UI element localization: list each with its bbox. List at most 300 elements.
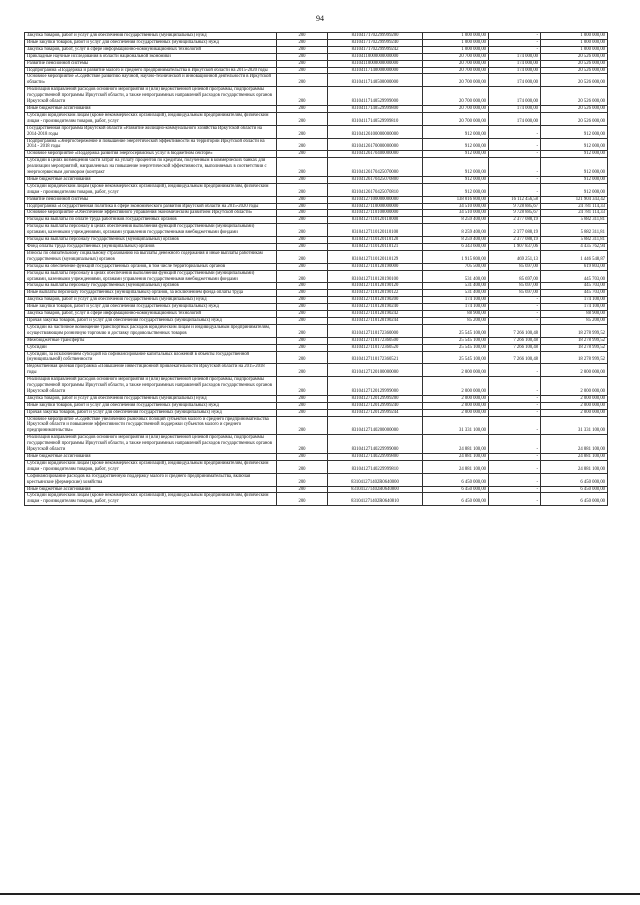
row-classification-cell: 83104127120129999240 [328, 402, 423, 409]
row-executed-amount-cell: - [489, 46, 541, 53]
row-executed-amount-cell: - [489, 454, 541, 461]
row-code-cell: 200 [277, 486, 328, 493]
row-name-cell: Расходы на выплаты персоналу государственных (муниципальных) органов [25, 237, 277, 244]
row-code-cell: 200 [277, 290, 328, 297]
row-classification-cell: 83104127120129999244 [328, 409, 423, 416]
row-executed-amount-cell: - [489, 297, 541, 304]
row-classification-cell: 83104127120129999200 [328, 395, 423, 402]
row-name-cell: Иные бюджетные ассигнования [25, 176, 277, 183]
row-classification-cell: 83104127110120190242 [328, 311, 423, 318]
row-approved-amount-cell: 6 450 000,00 [423, 486, 489, 493]
table-row [25, 33, 608, 40]
table-row [25, 244, 608, 251]
row-code-cell: 200 [277, 395, 328, 402]
table-row [25, 311, 608, 318]
row-name-cell: Фонд оплаты труда государственных (муниципальных) органов [25, 244, 277, 251]
row-executed-amount-cell: 85 697,00 [489, 270, 541, 283]
row-name-cell: Основное мероприятие «Поддержка развития энергосервисных услуг в бюджетном секторе» [25, 151, 277, 158]
row-classification-cell: 83104126170425070810 [328, 183, 423, 196]
row-approved-amount-cell: 174 100,00 [423, 304, 489, 311]
row-code-cell: 200 [277, 158, 328, 177]
row-approved-amount-cell: 138 016 800,00 [423, 196, 489, 203]
row-classification-cell: 83104171702299999242 [328, 46, 423, 53]
row-classification-cell: 83104127110120110000 [328, 217, 423, 224]
row-remaining-amount-cell: 174 100,00 [541, 297, 608, 304]
table-row [25, 416, 608, 435]
budget-table [24, 32, 608, 506]
row-classification-cell: 83104127100000000000 [328, 196, 423, 203]
row-approved-amount-cell: 31 331 100,00 [423, 416, 489, 435]
row-code-cell: 200 [277, 183, 328, 196]
row-classification-cell: 83104110000000000000 [328, 53, 423, 60]
row-executed-amount-cell: - [489, 317, 541, 324]
row-executed-amount-cell: 2 377 088,19 [489, 217, 541, 224]
row-name-cell: Основное мероприятие «Содействие развитию научной, научно-технической и инновационной деятельности в Иркутской области» [25, 74, 277, 87]
table-row [25, 158, 608, 177]
row-approved-amount-cell: 8 259 400,00 [423, 217, 489, 224]
row-remaining-amount-cell: 20 526 000,00 [541, 87, 608, 106]
row-approved-amount-cell: 1 000 000,00 [423, 39, 489, 46]
row-executed-amount-cell: - [489, 125, 541, 138]
table-row [25, 460, 608, 473]
row-classification-cell: 83104117140500000000 [328, 74, 423, 87]
table-row [25, 344, 608, 351]
row-remaining-amount-cell: 912 000,00 [541, 183, 608, 196]
row-executed-amount-cell: 9 728 885,67 [489, 210, 541, 217]
row-name-cell: Прочая закупка товаров, работ и услуг для обеспечения государственных (муниципальных) нужд [25, 317, 277, 324]
row-approved-amount-cell: 24 881 100,00 [423, 435, 489, 454]
row-code-cell: 200 [277, 493, 328, 506]
row-name-cell: Субсидии в целях возмещения части затрат на уплату процентов по кредитам, полученным в коммерческих банках для реализации мероприятий, направленных на повышение энергетической эффективности, выполняемых в соответствии с энергосервисным договором (контракт [25, 158, 277, 177]
row-remaining-amount-cell: 24 881 100,00 [541, 454, 608, 461]
row-classification-cell: 83104127110000000000 [328, 203, 423, 210]
row-code-cell: 200 [277, 409, 328, 416]
row-approved-amount-cell: 2 000 000,00 [423, 409, 489, 416]
row-code-cell: 200 [277, 210, 328, 217]
table-row [25, 138, 608, 151]
row-code-cell: 200 [277, 263, 328, 270]
row-executed-amount-cell: - [489, 39, 541, 46]
row-executed-amount-cell: 7 266 100,48 [489, 337, 541, 344]
row-approved-amount-cell: 912 000,00 [423, 176, 489, 183]
row-approved-amount-cell: 912 000,00 [423, 151, 489, 158]
row-classification-cell: 83104127110120110129 [328, 250, 423, 263]
row-classification-cell: 83104117140529999000 [328, 87, 423, 106]
row-approved-amount-cell: 20 700 000,00 [423, 74, 489, 87]
row-approved-amount-cell: 6 450 000,00 [423, 473, 489, 486]
row-code-cell: 200 [277, 270, 328, 283]
row-code-cell: 200 [277, 151, 328, 158]
row-approved-amount-cell: 2 000 000,00 [423, 377, 489, 396]
row-name-cell: Основное мероприятие «Обеспечение эффективного управления экономическим развитием Иркутской области» [25, 210, 277, 217]
table-row [25, 324, 608, 337]
row-classification-cell: 83104127140200000000 [328, 416, 423, 435]
row-classification-cell: 831041271402R0640800 [328, 486, 423, 493]
row-executed-amount-cell: - [489, 377, 541, 396]
row-approved-amount-cell: 912 000,00 [423, 125, 489, 138]
table-row [25, 454, 608, 461]
row-classification-cell: 83104127120100000000 [328, 364, 423, 377]
row-code-cell: 200 [277, 311, 328, 318]
row-approved-amount-cell: 174 100,00 [423, 297, 489, 304]
row-remaining-amount-cell: 912 000,00 [541, 125, 608, 138]
table-row [25, 203, 608, 210]
row-approved-amount-cell: 912 000,00 [423, 138, 489, 151]
row-remaining-amount-cell: 18 278 999,52 [541, 324, 608, 337]
row-remaining-amount-cell: 24 881 100,00 [541, 435, 608, 454]
row-executed-amount-cell: - [489, 304, 541, 311]
table-body [25, 33, 608, 506]
row-name-cell: Субсидии юридическим лицам (кроме некоммерческих организаций), индивидуальным предпринимателям, физическим лицам - производителям товаров, работ, услуг [25, 493, 277, 506]
row-classification-cell: 83104127110120190000 [328, 263, 423, 270]
table-row [25, 46, 608, 53]
row-remaining-amount-cell: 5 882 311,81 [541, 237, 608, 244]
row-approved-amount-cell: 531 400,00 [423, 270, 489, 283]
row-code-cell: 200 [277, 435, 328, 454]
row-code-cell: 200 [277, 196, 328, 203]
row-classification-cell: 83104117140000000000 [328, 67, 423, 74]
row-executed-amount-cell: - [489, 138, 541, 151]
row-name-cell: Субсидии на частичное возмещение транспортных расходов юридическим лицам и индивидуальным предпринимателям, осуществляющим розничную торговлю и доставку продовольственных товаров [25, 324, 277, 337]
row-code-cell: 200 [277, 283, 328, 290]
row-name-cell: Государственная программа Иркутской области «Развитие жилищно-коммунального хозяйства Иркутской области на 2014-2018 годы [25, 125, 277, 138]
row-remaining-amount-cell: 5 882 311,81 [541, 217, 608, 224]
row-executed-amount-cell: 174 000,00 [489, 60, 541, 67]
row-classification-cell: 83104127110120110100 [328, 224, 423, 237]
table-row [25, 263, 608, 270]
row-executed-amount-cell: - [489, 311, 541, 318]
row-code-cell: 200 [277, 60, 328, 67]
row-approved-amount-cell: 20 700 000,00 [423, 53, 489, 60]
row-remaining-amount-cell: 619 803,00 [541, 263, 608, 270]
row-executed-amount-cell: - [489, 473, 541, 486]
row-name-cell: Софинансирование расходов на государственную поддержку малого и среднего предпринимательства, включая крестьянские (фермерские) хозяйства [25, 473, 277, 486]
row-code-cell: 200 [277, 351, 328, 364]
table-row [25, 224, 608, 237]
table-row [25, 250, 608, 263]
row-classification-cell: 83104127110120110120 [328, 237, 423, 244]
row-name-cell: Иные закупки товаров, работ и услуг для обеспечения государственных (муниципальных) нужд [25, 39, 277, 46]
row-code-cell: 200 [277, 74, 328, 87]
row-remaining-amount-cell: 1 000 000,00 [541, 39, 608, 46]
row-name-cell: Субсидии юридическим лицам (кроме некоммерческих организаций), индивидуальным предпринимателям, физическим лицам - производителям товаров, работ, услуг [25, 112, 277, 125]
row-code-cell: 200 [277, 112, 328, 125]
row-executed-amount-cell: 2 377 088,19 [489, 224, 541, 237]
row-classification-cell: 83104127120129999000 [328, 377, 423, 396]
row-code-cell: 200 [277, 87, 328, 106]
table-row [25, 395, 608, 402]
row-code-cell: 200 [277, 344, 328, 351]
row-remaining-amount-cell: 20 526 000,00 [541, 60, 608, 67]
row-approved-amount-cell: 24 881 100,00 [423, 460, 489, 473]
table-row [25, 377, 608, 396]
table-row [25, 39, 608, 46]
row-name-cell: Иные закупки товаров, работ и услуг для обеспечения государственных (муниципальных) нужд [25, 402, 277, 409]
row-remaining-amount-cell: 18 278 999,52 [541, 351, 608, 364]
row-code-cell: 200 [277, 176, 328, 183]
row-remaining-amount-cell: 24 781 114,33 [541, 203, 608, 210]
row-code-cell: 200 [277, 297, 328, 304]
row-name-cell: Закупка товаров, работ, услуг в сфере информационно-коммуникационных технологий [25, 311, 277, 318]
row-approved-amount-cell: 8 259 400,00 [423, 237, 489, 244]
row-name-cell: Субсидии юридическим лицам (кроме некоммерческих организаций), индивидуальным предпринимателям, физическим лицам - производителям товаров, работ, услуг [25, 460, 277, 473]
row-approved-amount-cell: 20 700 000,00 [423, 112, 489, 125]
row-remaining-amount-cell: 24 881 100,00 [541, 460, 608, 473]
row-remaining-amount-cell: 445 703,00 [541, 270, 608, 283]
row-remaining-amount-cell: 445 703,00 [541, 290, 608, 297]
row-executed-amount-cell: - [489, 33, 541, 40]
table-row [25, 112, 608, 125]
row-remaining-amount-cell: 20 526 000,00 [541, 105, 608, 112]
row-approved-amount-cell: 25 545 100,00 [423, 351, 489, 364]
row-approved-amount-cell: 20 700 000,00 [423, 87, 489, 106]
row-remaining-amount-cell: 85 200,00 [541, 317, 608, 324]
row-remaining-amount-cell: 1 446 548,87 [541, 250, 608, 263]
row-code-cell: 200 [277, 138, 328, 151]
row-approved-amount-cell: 85 200,00 [423, 317, 489, 324]
row-approved-amount-cell: 25 545 100,00 [423, 344, 489, 351]
row-approved-amount-cell: 25 545 100,00 [423, 337, 489, 344]
row-executed-amount-cell: 7 266 100,48 [489, 351, 541, 364]
row-executed-amount-cell: 174 000,00 [489, 67, 541, 74]
row-classification-cell: 83104127110120190200 [328, 297, 423, 304]
row-code-cell: 200 [277, 217, 328, 224]
row-executed-amount-cell: - [489, 486, 541, 493]
row-classification-cell: 83104127110120190122 [328, 290, 423, 297]
row-classification-cell: 831041271402R0640000 [328, 473, 423, 486]
row-code-cell: 200 [277, 454, 328, 461]
row-executed-amount-cell: 7 266 100,48 [489, 344, 541, 351]
row-code-cell: 200 [277, 39, 328, 46]
table-row [25, 176, 608, 183]
row-classification-cell: 83104127110120190120 [328, 283, 423, 290]
row-classification-cell: 83104126170400000000 [328, 151, 423, 158]
row-code-cell: 200 [277, 224, 328, 237]
row-classification-cell: 83104110000000000000 [328, 60, 423, 67]
table-row [25, 290, 608, 297]
row-classification-cell: 83104126100000000000 [328, 125, 423, 138]
row-executed-amount-cell: 174 000,00 [489, 74, 541, 87]
row-approved-amount-cell: 6 343 600,00 [423, 244, 489, 251]
row-remaining-amount-cell: 20 526 000,00 [541, 112, 608, 125]
row-executed-amount-cell: - [489, 183, 541, 196]
row-name-cell: Иные закупки товаров, работ и услуг для обеспечения государственных (муниципальных) нужд [25, 304, 277, 311]
row-classification-cell: 831041271402R0640810 [328, 493, 423, 506]
table-row [25, 67, 608, 74]
row-name-cell: Подпрограмма «Государственная политика в сфере экономического развития Иркутской области на 2015-2020 годы [25, 203, 277, 210]
row-remaining-amount-cell: 6 450 000,00 [541, 493, 608, 506]
row-executed-amount-cell: 174 000,00 [489, 53, 541, 60]
row-remaining-amount-cell: 6 450 000,00 [541, 473, 608, 486]
row-code-cell: 200 [277, 460, 328, 473]
row-approved-amount-cell: 20 700 000,00 [423, 60, 489, 67]
row-name-cell: Закупка товаров, работ и услуг для обеспечения государственных (муниципальных) нужд [25, 297, 277, 304]
row-name-cell: Расходы на выплаты персоналу в целях обеспечения выполнения функций государственными (муниципальными) органами, казенными учреждениями, органами управления государственными внебюджетными фондами [25, 270, 277, 283]
table-row [25, 351, 608, 364]
row-classification-cell: 83104126170425070800 [328, 176, 423, 183]
table-row [25, 151, 608, 158]
row-executed-amount-cell: - [489, 435, 541, 454]
row-executed-amount-cell: - [489, 176, 541, 183]
row-classification-cell: 83104127110172360520 [328, 344, 423, 351]
row-code-cell: 200 [277, 324, 328, 337]
row-remaining-amount-cell: 445 703,00 [541, 283, 608, 290]
row-approved-amount-cell: 8 259 400,00 [423, 224, 489, 237]
row-name-cell: Прикладные научные исследования в области национальной экономики [25, 53, 277, 60]
row-classification-cell: 83104171702299999200 [328, 33, 423, 40]
row-executed-amount-cell: - [489, 416, 541, 435]
row-name-cell: Прочая закупка товаров, работ и услуг для обеспечения государственных (муниципальных) нужд [25, 409, 277, 416]
row-name-cell: Подпрограмма «Энергосбережение и повышение энергетической эффективности на территории Иркутской области на 2014 - 2018 годы [25, 138, 277, 151]
row-classification-cell: 83104127110172360000 [328, 324, 423, 337]
row-remaining-amount-cell: 4 435 762,94 [541, 244, 608, 251]
row-name-cell: Субсидии юридическим лицам (кроме некоммерческих организаций), индивидуальным предпринимателям, физическим лицам - производителям товаров, работ, услуг [25, 183, 277, 196]
row-executed-amount-cell: - [489, 151, 541, 158]
row-remaining-amount-cell: 20 526 000,00 [541, 74, 608, 87]
row-code-cell: 200 [277, 250, 328, 263]
table-row [25, 217, 608, 224]
row-code-cell: 200 [277, 337, 328, 344]
row-name-cell: Реализация направлений расходов основного мероприятия и (или) ведомственной целевой программы, подпрограммы государственной программы Иркутской области, а также непрограммных направлений расходов государственных органов Иркутской области [25, 377, 277, 396]
row-executed-amount-cell: 1 907 837,06 [489, 244, 541, 251]
row-remaining-amount-cell: 24 781 114,33 [541, 210, 608, 217]
row-approved-amount-cell: 34 510 000,00 [423, 210, 489, 217]
row-name-cell: Основное мероприятие «Содействие увеличению рыночных позиций субъектов малого и среднего предпринимательства Иркутской области и повышение эффективности государственной поддержки субъектов малого и среднего предпринимательства» [25, 416, 277, 435]
row-approved-amount-cell: 88 900,00 [423, 311, 489, 318]
row-name-cell: Иные бюджетные ассигнования [25, 486, 277, 493]
row-approved-amount-cell: 6 450 000,00 [423, 493, 489, 506]
row-executed-amount-cell: 85 697,00 [489, 290, 541, 297]
row-executed-amount-cell: - [489, 460, 541, 473]
row-remaining-amount-cell: 20 526 000,00 [541, 53, 608, 60]
row-remaining-amount-cell: 2 000 000,00 [541, 377, 608, 396]
row-code-cell: 200 [277, 53, 328, 60]
row-remaining-amount-cell: 18 278 999,52 [541, 344, 608, 351]
table-row [25, 435, 608, 454]
row-remaining-amount-cell: 1 000 000,00 [541, 33, 608, 40]
table-row [25, 125, 608, 138]
bottom-rule [0, 893, 640, 895]
row-code-cell: 200 [277, 67, 328, 74]
row-name-cell: Межбюджетные трансферты [25, 337, 277, 344]
row-approved-amount-cell: 531 400,00 [423, 290, 489, 297]
row-name-cell: Иные выплаты персоналу государственных (муниципальных) органов, за исключением фонда оплаты труда [25, 290, 277, 297]
row-remaining-amount-cell: 20 526 000,00 [541, 67, 608, 74]
row-approved-amount-cell: 20 700 000,00 [423, 105, 489, 112]
row-approved-amount-cell: 2 000 000,00 [423, 364, 489, 377]
row-name-cell: Расходы на выплаты персоналу государственных (муниципальных) органов [25, 283, 277, 290]
row-code-cell: 200 [277, 46, 328, 53]
row-executed-amount-cell: 174 000,00 [489, 112, 541, 125]
row-executed-amount-cell: 174 000,00 [489, 105, 541, 112]
table-row [25, 493, 608, 506]
row-classification-cell: 83104127140229999800 [328, 454, 423, 461]
row-code-cell: 200 [277, 33, 328, 40]
row-executed-amount-cell: 7 266 100,48 [489, 324, 541, 337]
row-name-cell: Закупка товаров, работ, услуг в сфере информационно-коммуникационных технологий [25, 46, 277, 53]
row-remaining-amount-cell: 121 904 343,42 [541, 196, 608, 203]
row-executed-amount-cell: 85 697,00 [489, 263, 541, 270]
row-classification-cell: 83104127110120190244 [328, 317, 423, 324]
table-row [25, 210, 608, 217]
table-row [25, 87, 608, 106]
row-classification-cell: 83104127110120190100 [328, 270, 423, 283]
row-name-cell: Подпрограмма «Поддержка и развитие малого и среднего предпринимательства в Иркутской области на 2015-2020 годы [25, 67, 277, 74]
row-approved-amount-cell: 531 400,00 [423, 283, 489, 290]
table-row [25, 486, 608, 493]
row-executed-amount-cell: - [489, 158, 541, 177]
row-remaining-amount-cell: 88 900,00 [541, 311, 608, 318]
row-remaining-amount-cell: 18 278 999,52 [541, 337, 608, 344]
row-classification-cell: 83104127110100000000 [328, 210, 423, 217]
row-name-cell: Закупка товаров, работ и услуг для обеспечения государственных (муниципальных) нужд [25, 33, 277, 40]
row-classification-cell: 83104171702299999240 [328, 39, 423, 46]
table-row [25, 183, 608, 196]
row-approved-amount-cell: 20 700 000,00 [423, 67, 489, 74]
row-name-cell: Ведомственная целевая программа «Повышение инвестиционной привлекательности Иркутской области на 2015-2018 годы [25, 364, 277, 377]
page-number: 94 [316, 14, 324, 23]
row-classification-cell: 83104117140529999800 [328, 105, 423, 112]
row-name-cell: Субсидии, за исключением субсидий на софинансирование капитальных вложений в объекты государственной (муниципальной) собственности [25, 351, 277, 364]
table-row [25, 196, 608, 203]
row-executed-amount-cell: 2 377 088,19 [489, 237, 541, 244]
row-executed-amount-cell: - [489, 364, 541, 377]
row-approved-amount-cell: 1 915 800,00 [423, 250, 489, 263]
row-classification-cell: 83104127140229999810 [328, 460, 423, 473]
row-code-cell: 200 [277, 416, 328, 435]
row-classification-cell: 83104127110120110121 [328, 244, 423, 251]
row-remaining-amount-cell: 2 000 000,00 [541, 402, 608, 409]
row-name-cell: Расходы на обеспечение функций государственных органов, в том числе территориальных органов [25, 263, 277, 270]
row-classification-cell: 83104127140229999000 [328, 435, 423, 454]
row-classification-cell: 83104126170000000000 [328, 138, 423, 151]
table-row [25, 337, 608, 344]
row-executed-amount-cell: 85 697,00 [489, 283, 541, 290]
row-name-cell: Субсидии [25, 344, 277, 351]
row-code-cell: 200 [277, 105, 328, 112]
row-name-cell: Развитие пенсионной системы [25, 60, 277, 67]
table-row [25, 283, 608, 290]
row-remaining-amount-cell: 174 100,00 [541, 304, 608, 311]
row-remaining-amount-cell: 6 450 000,00 [541, 486, 608, 493]
row-approved-amount-cell: 1 000 000,00 [423, 33, 489, 40]
row-name-cell: Иные бюджетные ассигнования [25, 105, 277, 112]
row-executed-amount-cell: 469 251,13 [489, 250, 541, 263]
row-remaining-amount-cell: 5 882 311,81 [541, 224, 608, 237]
row-approved-amount-cell: 2 000 000,00 [423, 402, 489, 409]
row-code-cell: 200 [277, 203, 328, 210]
row-name-cell: Развитие пенсионной системы [25, 196, 277, 203]
row-remaining-amount-cell: 912 000,00 [541, 158, 608, 177]
row-approved-amount-cell: 24 881 100,00 [423, 454, 489, 461]
row-approved-amount-cell: 2 000 000,00 [423, 395, 489, 402]
row-executed-amount-cell: 174 000,00 [489, 87, 541, 106]
row-approved-amount-cell: 34 510 000,00 [423, 203, 489, 210]
row-executed-amount-cell: - [489, 493, 541, 506]
row-classification-cell: 83104127110120190240 [328, 304, 423, 311]
row-remaining-amount-cell: 31 331 100,00 [541, 416, 608, 435]
table-row [25, 317, 608, 324]
table-row [25, 60, 608, 67]
row-remaining-amount-cell: 912 000,00 [541, 176, 608, 183]
row-remaining-amount-cell: 2 000 000,00 [541, 409, 608, 416]
table-row [25, 53, 608, 60]
row-name-cell: Реализация направлений расходов основного мероприятия и (или) ведомственной целевой программы, подпрограммы государственной программы Иркутской области, а также непрограммных направлений расходов государственных органов Иркутской области [25, 435, 277, 454]
row-name-cell: Расходы на выплаты по оплате труда работников государственных органов [25, 217, 277, 224]
table-row [25, 473, 608, 486]
row-code-cell: 200 [277, 402, 328, 409]
row-code-cell: 200 [277, 473, 328, 486]
